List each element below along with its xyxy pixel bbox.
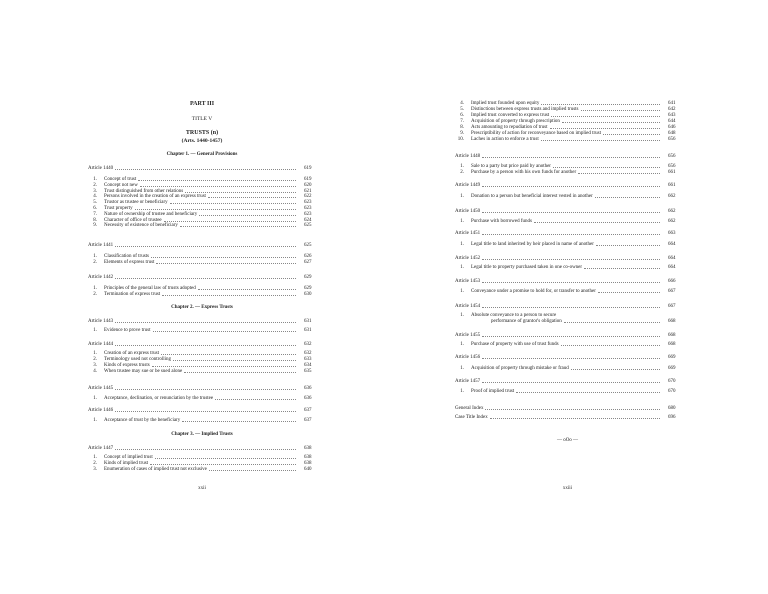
item-number: 1. [460, 389, 464, 394]
toc-article-row [455, 209, 680, 214]
item-title: Evidence to prove trust [104, 328, 151, 333]
dot-leader [150, 464, 296, 465]
item-number: 1. [460, 366, 464, 371]
item-title: Legal title to land inherited by heir placed in name of another [471, 242, 594, 247]
chapter-2-heading: Chapter 2. — Express Trusts [171, 305, 233, 310]
toc-article-row [88, 243, 316, 248]
page-number: 662 [668, 194, 676, 199]
page-number: 661 [668, 183, 676, 188]
toc-item-row [88, 200, 316, 205]
dot-leader [490, 418, 660, 419]
toc-article-row [455, 333, 680, 338]
dot-leader [578, 173, 660, 174]
dot-leader [115, 411, 296, 412]
item-title: Purchase by a person with his own funds for another [471, 170, 577, 175]
page-number: 631 [304, 328, 312, 333]
item-title: Distinctions between express trusts and implied trusts [471, 107, 579, 112]
item-number: 2. [93, 461, 97, 466]
page-number: 664 [668, 265, 676, 270]
page-number: 680 [668, 406, 676, 411]
page-number: 666 [668, 279, 676, 284]
toc-item-row [455, 137, 680, 142]
item-title: Enumeration of cases of implied trust not exclusive [104, 467, 207, 472]
page-number: 620 [304, 182, 312, 188]
dot-leader [173, 360, 296, 361]
item-title: Implied trust converted to express trust [471, 113, 550, 118]
page-number: 696 [668, 415, 676, 420]
end-mark: — oOo — [556, 438, 579, 443]
item-number: 1. [460, 164, 464, 169]
page-number: 636 [304, 396, 312, 401]
item-number: 6. [93, 206, 97, 211]
page-number: 642 [668, 107, 676, 112]
toc-article-row [455, 415, 680, 420]
article-label: Article 1441 [88, 243, 114, 248]
dot-leader [596, 245, 660, 246]
page-number: 643 [668, 113, 676, 118]
page-number: 670 [668, 389, 676, 394]
page-number: 626 [304, 254, 312, 259]
page-number: 632 [304, 351, 312, 356]
page-number: 619 [304, 177, 312, 182]
toc-article-row [88, 319, 316, 324]
dot-leader [485, 409, 660, 410]
item-number: 8. [460, 125, 464, 130]
item-number: 7. [93, 211, 97, 217]
page-number: 641 [668, 101, 676, 106]
item-title: Persons involved in the creation of an express trust [104, 194, 206, 200]
page-number: 668 [668, 319, 676, 324]
article-label: Article 1457 [455, 379, 481, 384]
dot-leader [482, 307, 660, 308]
dot-leader [151, 257, 296, 258]
article-label: Article 1447 [88, 446, 114, 451]
dot-leader [115, 345, 296, 346]
page-number: 638 [304, 461, 312, 466]
item-number: 1. [93, 177, 97, 182]
toc-item-row [455, 101, 680, 106]
page-number: 648 [668, 131, 676, 136]
toc-item-row [88, 357, 316, 362]
item-title: Purchase with borrowed funds [471, 219, 532, 224]
toc-article-row [88, 166, 316, 171]
dot-leader [164, 221, 296, 222]
page-number: 629 [304, 275, 312, 280]
page-number: 632 [304, 342, 312, 347]
part-heading: PART III [189, 101, 215, 107]
toc-item-row [455, 170, 680, 175]
toc-item-row [455, 242, 680, 247]
toc-article-row [455, 406, 680, 411]
item-number: 1. [93, 455, 97, 460]
toc-article-row [455, 183, 680, 188]
item-number: 1. [93, 328, 97, 333]
toc-item-row [88, 218, 316, 223]
toc-article-row [88, 386, 316, 391]
toc-item-row [88, 177, 316, 182]
page-number: 636 [304, 386, 312, 391]
item-title: Trust distinguished from other relations [104, 188, 184, 194]
dot-leader [115, 278, 296, 279]
dot-leader [553, 167, 660, 168]
article-label: Article 1448 [455, 154, 481, 159]
toc-item-row-continued [491, 319, 680, 324]
page-number: 637 [304, 408, 312, 413]
page-number: 625 [304, 243, 312, 248]
title-heading: TITLE V [191, 116, 213, 122]
item-number: 2. [93, 357, 97, 362]
page-number: 633 [304, 357, 312, 362]
article-label: Article 1453 [455, 279, 481, 284]
item-title: Proof of implied trust [471, 389, 515, 394]
item-title: Concept of trust [104, 177, 137, 182]
page-number: 669 [668, 355, 676, 360]
item-number: 5. [460, 107, 464, 112]
dot-leader [115, 389, 296, 390]
item-number: 5. [93, 200, 97, 206]
dot-leader [115, 449, 296, 450]
page-number: 623 [304, 211, 312, 217]
toc-item-row [88, 223, 316, 228]
page-number: 669 [668, 366, 676, 371]
toc-article-row [455, 279, 680, 284]
item-title: Classification of trusts [104, 254, 149, 259]
page-number: 661 [668, 170, 676, 175]
item-title: Kinds of express trusts [104, 363, 150, 368]
item-number: 6. [460, 113, 464, 118]
dot-leader [482, 382, 660, 383]
page-number: 663 [668, 231, 676, 236]
article-label: Article 1452 [455, 256, 481, 261]
dot-leader [564, 322, 660, 323]
item-number: 1. [460, 342, 464, 347]
item-title: Sale to a party but price paid by another [471, 164, 551, 169]
dot-leader [482, 212, 660, 213]
toc-article-row [455, 304, 680, 309]
toc-article-row [455, 379, 680, 384]
item-title: Implied trust founded upon equity [471, 101, 540, 106]
page-number: 635 [304, 369, 312, 374]
item-title: Acquisition of property through prescription [471, 119, 560, 124]
dot-leader [482, 259, 660, 260]
dot-leader [152, 366, 296, 367]
page-number: 624 [304, 217, 312, 223]
dot-leader [482, 186, 660, 187]
page-number: 662 [668, 209, 676, 214]
item-title: Laches in action to enforce a trust [471, 137, 539, 142]
article-label: Article 1442 [88, 275, 114, 280]
toc-article-row [88, 408, 316, 413]
page-number: 622 [304, 194, 312, 200]
dot-leader [140, 186, 296, 187]
toc-item-row [88, 396, 316, 401]
toc-item-row [88, 206, 316, 211]
dot-leader [198, 289, 296, 290]
toc-item-row [455, 194, 680, 199]
item-number: 1. [93, 286, 97, 291]
item-title: Creation of an express trust [104, 351, 159, 356]
item-number: 1. [460, 219, 464, 224]
dot-leader [180, 226, 296, 227]
page-number: 640 [304, 467, 312, 472]
article-label: Article 1445 [88, 386, 114, 391]
page-number: 668 [668, 342, 676, 347]
item-number: 9. [460, 131, 464, 136]
article-label: Article 1440 [88, 166, 114, 171]
page-number: 623 [304, 206, 312, 211]
toc-article-row [455, 256, 680, 261]
item-title: Acts amounting to repudiation of trust [471, 125, 548, 130]
left-folio: xxii [198, 486, 206, 491]
page-number: 667 [668, 304, 676, 309]
toc-item-row [88, 189, 316, 194]
item-number: 2. [460, 170, 464, 175]
article-label: Article 1446 [88, 408, 114, 413]
page-number: 664 [668, 256, 676, 261]
toc-item-row [455, 313, 680, 318]
page-number: 646 [668, 125, 676, 130]
item-number: 1. [460, 313, 464, 318]
dot-leader [115, 169, 296, 170]
page-number: 644 [668, 119, 676, 124]
item-number: 2. [93, 292, 97, 297]
toc-item-row [455, 366, 680, 371]
item-number: 8. [93, 217, 97, 223]
toc-item-row [88, 212, 316, 217]
item-number: 4. [93, 369, 97, 374]
toc-item-row [88, 461, 316, 466]
page-number: 630 [304, 292, 312, 297]
page-number: 656 [668, 154, 676, 159]
item-number: 3. [93, 363, 97, 368]
page-number: 621 [304, 188, 312, 194]
dot-leader [155, 458, 296, 459]
dot-leader [541, 104, 660, 105]
dot-leader [482, 157, 660, 158]
article-label: Article 1454 [455, 304, 481, 309]
item-number: 3. [93, 188, 97, 194]
article-label: Article 1456 [455, 355, 481, 360]
dot-leader [156, 263, 296, 264]
dot-leader [581, 110, 661, 111]
page-number: 629 [304, 286, 312, 291]
toc-item-row [455, 107, 680, 112]
page-number: 619 [304, 166, 312, 171]
item-title: Trust property [104, 206, 133, 211]
dot-leader [534, 222, 660, 223]
toc-item-row [88, 194, 316, 199]
item-number: 2. [93, 260, 97, 265]
page-number: 656 [668, 164, 676, 169]
toc-item-row [455, 119, 680, 124]
toc-item-row [455, 164, 680, 169]
item-number: 1. [460, 265, 464, 270]
toc-item-row [88, 254, 316, 259]
page-number: 637 [304, 418, 312, 423]
toc-article-row [455, 355, 680, 360]
dot-leader [185, 192, 296, 193]
dot-leader [138, 180, 296, 181]
page-number: 634 [304, 363, 312, 368]
item-number: 1. [460, 242, 464, 247]
page-number: 667 [668, 289, 676, 294]
dot-leader [541, 140, 660, 141]
dot-leader [208, 197, 296, 198]
article-label: Article 1444 [88, 342, 114, 347]
item-title: Principles of the general law of trusts adopted [104, 286, 196, 291]
item-number: 1. [93, 351, 97, 356]
item-title: Concept of implied trust [104, 455, 153, 460]
toc-item-row [455, 289, 680, 294]
page-number: 670 [668, 379, 676, 384]
dot-leader [184, 372, 296, 373]
item-title: Trustor as trustee or beneficiary [104, 200, 168, 206]
item-title: Legal title to property purchased taken in one co-owner [471, 265, 583, 270]
article-label: Article 1449 [455, 183, 481, 188]
item-title: Conveyance under a promise to hold for, or transfer to another [471, 289, 596, 294]
toc-item-row [88, 286, 316, 291]
item-number: 7. [460, 119, 464, 124]
page-number: 631 [304, 319, 312, 324]
dot-leader [482, 336, 660, 337]
dot-leader [162, 295, 296, 296]
page-number: 656 [668, 137, 676, 142]
toc-item-row [88, 363, 316, 368]
item-number: 1. [93, 254, 97, 259]
item-title: Acceptance, declination, or renunciation by the trustee [104, 396, 214, 401]
toc-article-row [455, 231, 680, 236]
page-number: 638 [304, 446, 312, 451]
dot-leader [170, 203, 296, 204]
dot-leader [561, 345, 660, 346]
item-number: 1. [93, 418, 97, 423]
item-title: Prescriptibility of action for reconveyance based on implied trust [471, 131, 601, 136]
dot-leader [135, 209, 296, 210]
item-title: Nature of ownership of trustee and beneficiary [104, 211, 198, 217]
item-title: Terminology used not controlling [104, 357, 172, 362]
trusts-heading: TRUSTS (n) [185, 130, 219, 136]
dot-leader [595, 197, 660, 198]
toc-item-row [88, 260, 316, 265]
dot-leader [215, 399, 296, 400]
dot-leader [209, 470, 296, 471]
dot-leader [598, 292, 660, 293]
page-number: 662 [668, 219, 676, 224]
article-label: Case Title Index [455, 415, 488, 420]
dot-leader [115, 322, 296, 323]
toc-item-row [88, 328, 316, 333]
item-title: Absolute conveyance to a person to secure [471, 313, 557, 318]
articles-range: (Arts. 1440-1457) [181, 138, 223, 144]
dot-leader [182, 421, 296, 422]
toc-item-row [455, 389, 680, 394]
left-page [88, 0, 316, 594]
item-title: Termination of express trust [104, 292, 161, 297]
dot-leader [562, 122, 660, 123]
dot-leader [115, 246, 296, 247]
item-title: Concept not new [104, 182, 138, 188]
dot-leader [550, 128, 660, 129]
page-number: 627 [304, 260, 312, 265]
toc-item-row [88, 183, 316, 188]
item-title: Necessity of existence of beneficiary [104, 223, 178, 229]
dot-leader [603, 134, 660, 135]
chapter-1-heading: Chapter 1. — General Provisions [166, 152, 238, 157]
article-label: Article 1455 [455, 333, 481, 338]
article-label: General Index [455, 406, 484, 411]
item-number: 1. [93, 396, 97, 401]
right-folio: xxiii [562, 486, 573, 491]
article-label: Article 1450 [455, 209, 481, 214]
right-page [455, 0, 680, 594]
item-number: 1. [460, 194, 464, 199]
item-number: 4. [93, 194, 97, 200]
item-title: Acquisition of property through mistake or fraud [471, 366, 569, 371]
toc-item-row [88, 351, 316, 356]
item-number: 9. [93, 223, 97, 229]
item-title: performance of grantor's obligation [491, 319, 562, 324]
toc-article-row [455, 154, 680, 159]
toc-item-row [88, 292, 316, 297]
toc-item-row [88, 418, 316, 423]
page-number: 638 [304, 455, 312, 460]
dot-leader [482, 282, 660, 283]
article-label: Article 1451 [455, 231, 481, 236]
toc-item-row [455, 342, 680, 347]
dot-leader [153, 331, 296, 332]
dot-leader [516, 392, 660, 393]
item-title: Acceptance of trust by the beneficiary [104, 418, 181, 423]
toc-item-row [455, 219, 680, 224]
item-number: 3. [93, 467, 97, 472]
toc-item-row [455, 131, 680, 136]
page-number: 668 [668, 333, 676, 338]
dot-leader [482, 358, 660, 359]
dot-leader [199, 215, 296, 216]
item-number: 4. [460, 101, 464, 106]
item-title: Donation to a person but beneficial interest vested in another [471, 194, 593, 199]
dot-leader [571, 369, 660, 370]
dot-leader [161, 354, 296, 355]
dot-leader [551, 116, 660, 117]
page-number: 664 [668, 242, 676, 247]
item-title: Elements of express trust [104, 260, 155, 265]
chapter-3-heading: Chapter 3. — Implied Trusts [171, 432, 233, 437]
article-label: Article 1443 [88, 319, 114, 324]
toc-article-row [88, 446, 316, 451]
page-number: 625 [304, 223, 312, 229]
item-number: 2. [93, 182, 97, 188]
item-number: 10. [457, 137, 464, 142]
item-number: 1. [460, 289, 464, 294]
page-number: 623 [304, 200, 312, 206]
toc-item-row [88, 369, 316, 374]
toc-item-row [455, 113, 680, 118]
toc-item-row [455, 125, 680, 130]
dot-leader [584, 268, 660, 269]
item-title: Kinds of implied trust [104, 461, 149, 466]
item-title: Character of office of trustee [104, 217, 162, 223]
item-title: When trustee may sue or be sued alone [104, 369, 183, 374]
toc-item-row [88, 455, 316, 460]
toc-item-row [455, 265, 680, 270]
dot-leader [482, 234, 660, 235]
toc-article-row [88, 342, 316, 347]
item-title: Purchase of property with use of trust funds [471, 342, 559, 347]
toc-article-row [88, 275, 316, 280]
toc-item-row [88, 467, 316, 472]
